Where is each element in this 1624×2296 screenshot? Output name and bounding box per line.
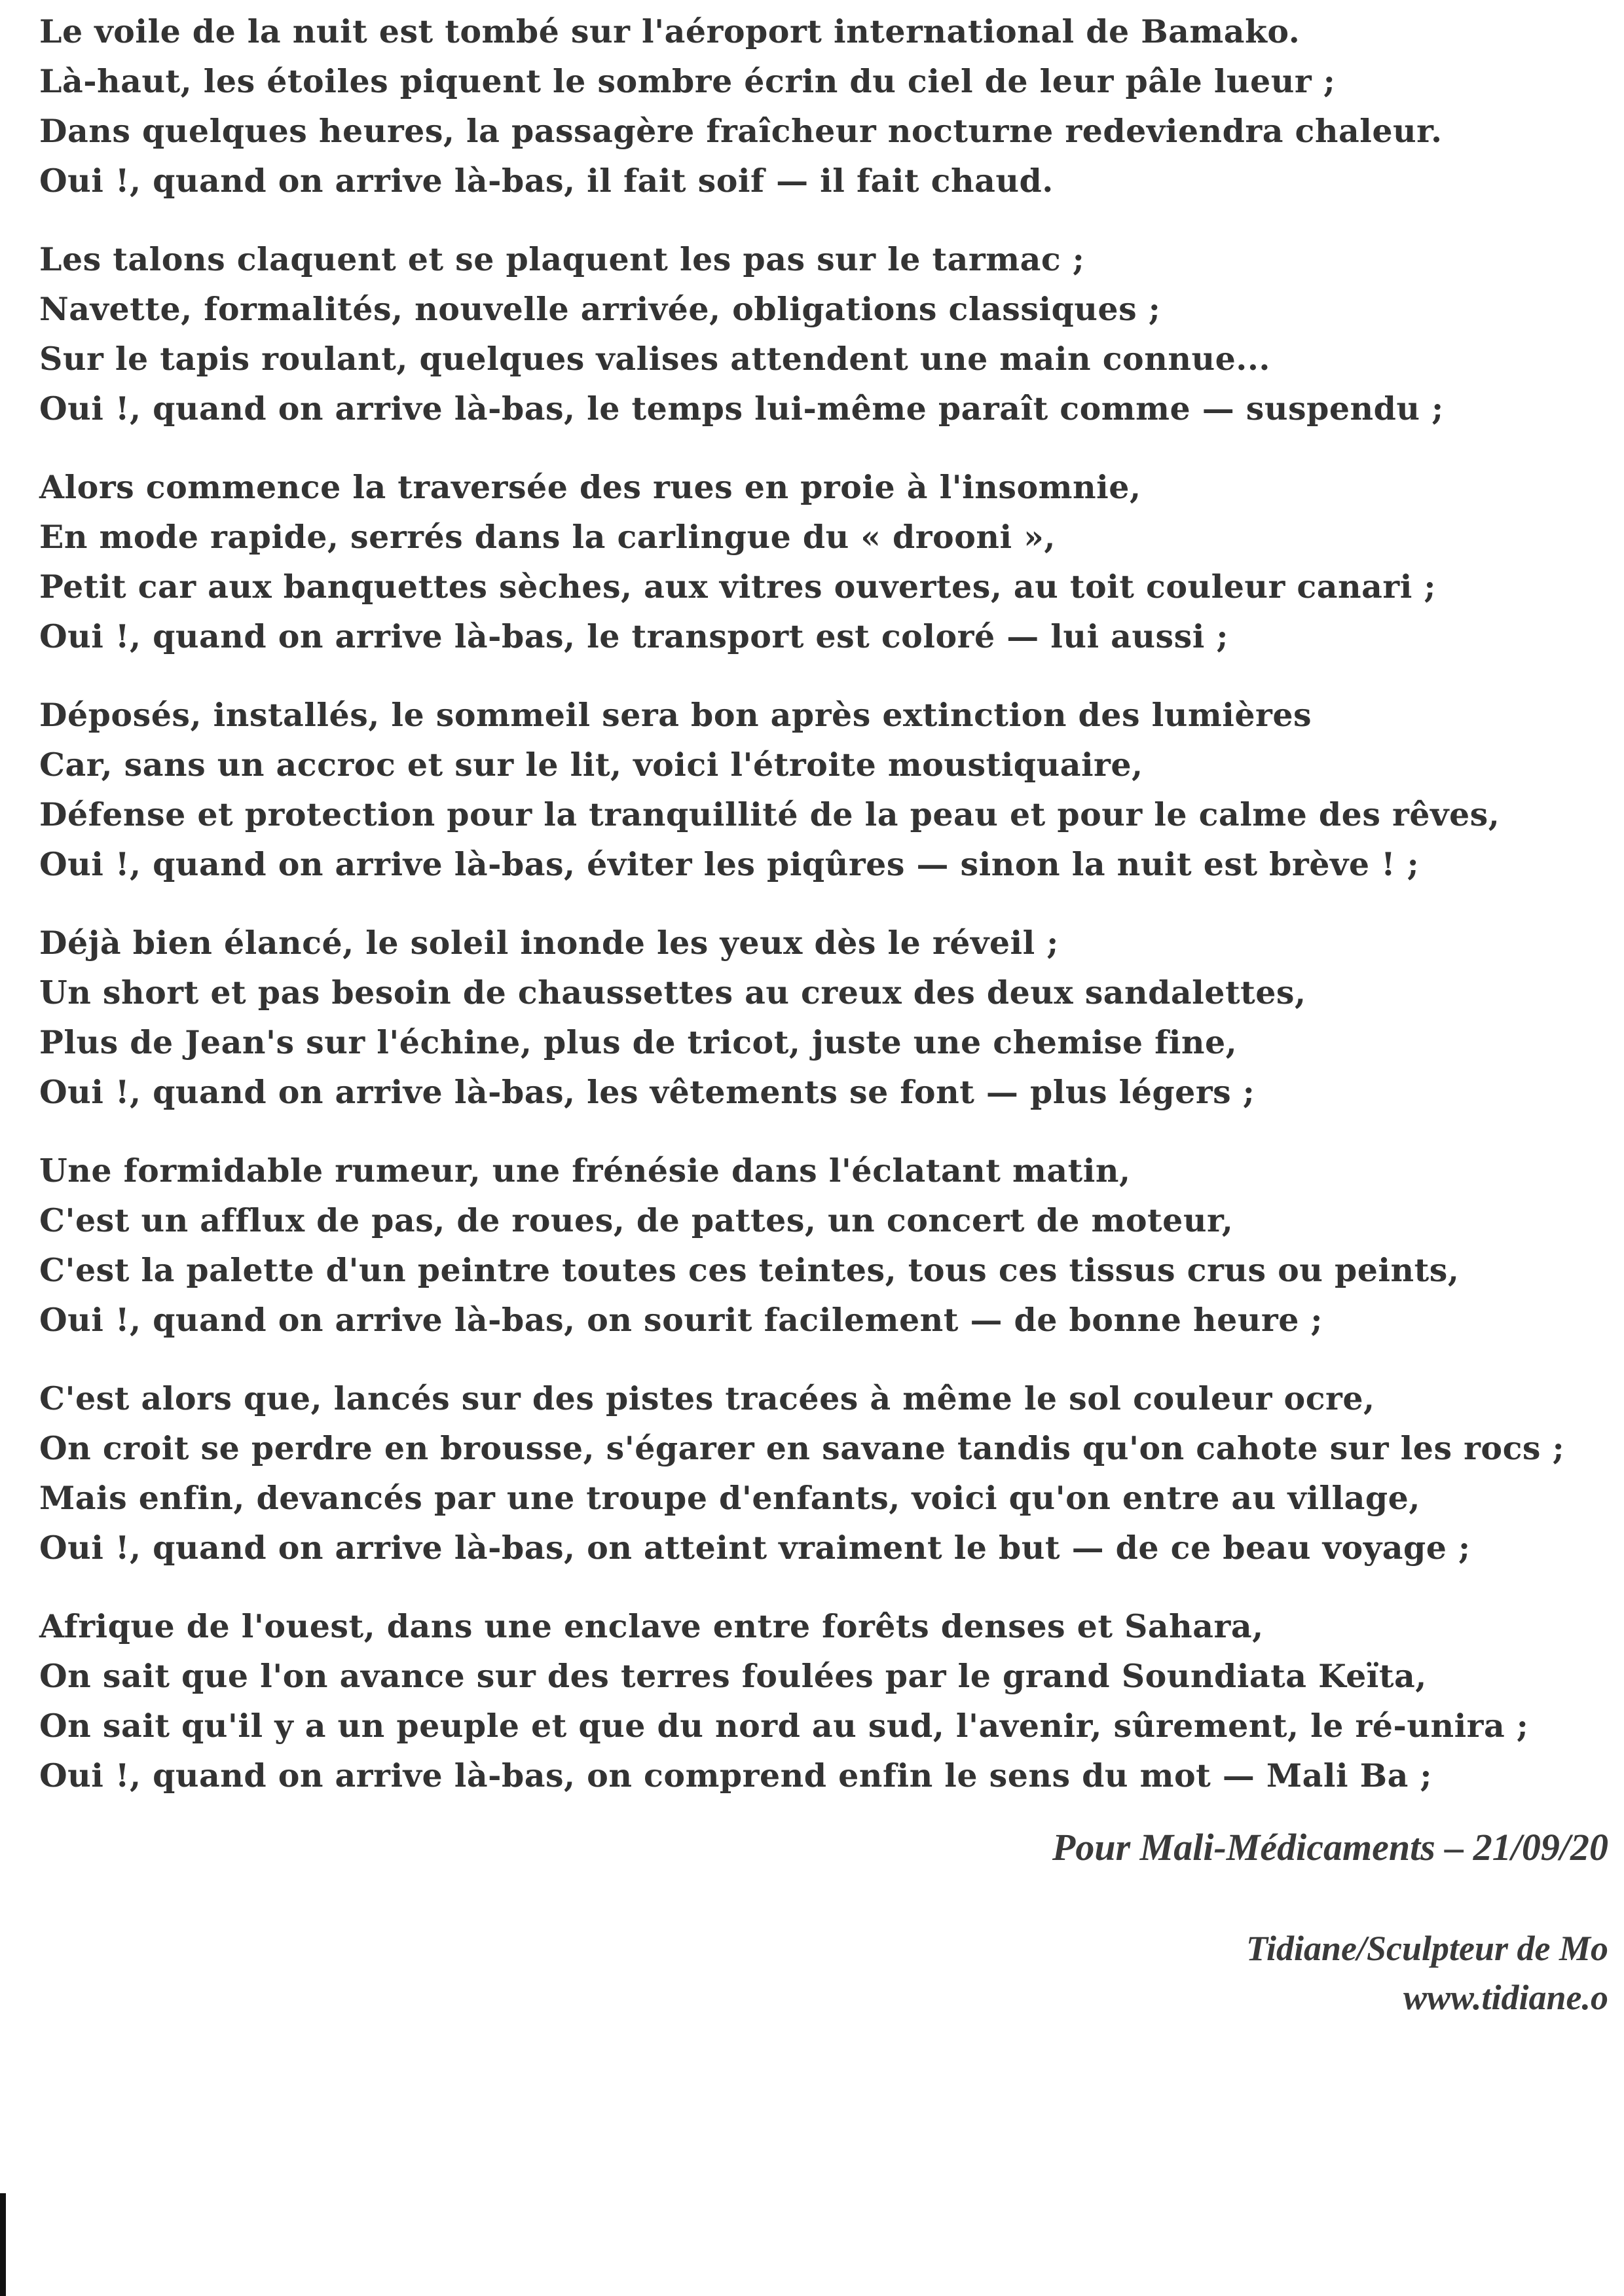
stanza-6 <box>39 1146 1611 1345</box>
author-signature: Tidiane/Sculpteur de Mo <box>1246 1929 1608 1968</box>
poem-line: Plus de Jean's sur l'échine, plus de tricot, juste une chemise fine, <box>39 1023 1238 1061</box>
poem-line: Oui !, quand on arrive là-bas, on comprend enfin le sens du mot — Mali Ba ; <box>39 1757 1432 1795</box>
stanza-1 <box>39 7 1611 206</box>
poem-line: Oui !, quand on arrive là-bas, on atteint vraiment le but — de ce beau voyage ; <box>39 1529 1471 1567</box>
poem-line: Mais enfin, devancés par une troupe d'enfants, voici qu'on entre au village, <box>39 1479 1420 1517</box>
poem-line: Déposés, installés, le sommeil sera bon après extinction des lumières <box>39 696 1312 734</box>
poem-line: Déjà bien élancé, le soleil inonde les yeux dès le réveil ; <box>39 924 1059 962</box>
poem-line: C'est un afflux de pas, de roues, de pattes, un concert de moteur, <box>39 1201 1234 1239</box>
poem-line: Oui !, quand on arrive là-bas, le transport est coloré — lui aussi ; <box>39 617 1228 655</box>
poem-line: Car, sans un accroc et sur le lit, voici l'étroite moustiquaire, <box>39 746 1143 784</box>
poem-line: Oui !, quand on arrive là-bas, les vêtements se font — plus légers ; <box>39 1073 1255 1111</box>
poem-line: Oui !, quand on arrive là-bas, éviter les piqûres — sinon la nuit est brève ! ; <box>39 845 1420 883</box>
poem-line: Dans quelques heures, la passagère fraîcheur nocturne redeviendra chaleur. <box>39 112 1443 150</box>
poem-line: Un short et pas besoin de chaussettes au creux des deux sandalettes, <box>39 974 1306 1011</box>
stanza-7 <box>39 1374 1611 1573</box>
poem-line: On sait qu'il y a un peuple et que du nord au sud, l'avenir, sûrement, le ré-unira ; <box>39 1707 1529 1745</box>
stanza-3 <box>39 462 1611 661</box>
scan-edge-mark <box>0 2193 6 2296</box>
poem-line: On sait que l'on avance sur des terres foulées par le grand Soundiata Keïta, <box>39 1657 1427 1695</box>
dedication-line: Pour Mali-Médicaments – 21/09/20 <box>1052 1826 1608 1868</box>
stanza-5 <box>39 918 1611 1117</box>
poem-line: Navette, formalités, nouvelle arrivée, obligations classiques ; <box>39 290 1161 328</box>
poem-line: Là-haut, les étoiles piquent le sombre écrin du ciel de leur pâle lueur ; <box>39 62 1336 100</box>
poem-line: Alors commence la traversée des rues en proie à l'insomnie, <box>39 468 1141 506</box>
stanza-8 <box>39 1601 1611 1800</box>
poem-line: Oui !, quand on arrive là-bas, le temps lui-même paraît comme — suspendu ; <box>39 390 1444 428</box>
stanza-4 <box>39 690 1611 889</box>
poem-line: On croit se perdre en brousse, s'égarer en savane tandis qu'on cahote sur les rocs ; <box>39 1429 1565 1467</box>
poem-line: C'est alors que, lancés sur des pistes tracées à même le sol couleur ocre, <box>39 1379 1375 1417</box>
poem-line: Défense et protection pour la tranquillité de la peau et pour le calme des rêves, <box>39 795 1500 833</box>
poem-line: Une formidable rumeur, une frénésie dans l'éclatant matin, <box>39 1152 1131 1190</box>
poem-line: Oui !, quand on arrive là-bas, on sourit facilement — de bonne heure ; <box>39 1301 1323 1339</box>
poem-line: C'est la palette d'un peintre toutes ces teintes, tous ces tissus crus ou peints, <box>39 1251 1460 1289</box>
poem <box>39 7 1611 1829</box>
poem-line: Le voile de la nuit est tombé sur l'aéroport international de Bamako. <box>39 12 1301 50</box>
poem-line: Oui !, quand on arrive là-bas, il fait soif — il fait chaud. <box>39 162 1054 200</box>
poem-line: Petit car aux banquettes sèches, aux vitres ouvertes, au toit couleur canari ; <box>39 568 1436 606</box>
poem-line: Sur le tapis roulant, quelques valises attendent une main connue... <box>39 340 1270 378</box>
author-website: www.tidiane.o <box>1403 1978 1608 2017</box>
stanza-2 <box>39 234 1611 433</box>
poem-line: Les talons claquent et se plaquent les pas sur le tarmac ; <box>39 240 1085 278</box>
poem-line: Afrique de l'ouest, dans une enclave entre forêts denses et Sahara, <box>39 1607 1264 1645</box>
poem-line: En mode rapide, serrés dans la carlingue du « drooni », <box>39 518 1056 556</box>
